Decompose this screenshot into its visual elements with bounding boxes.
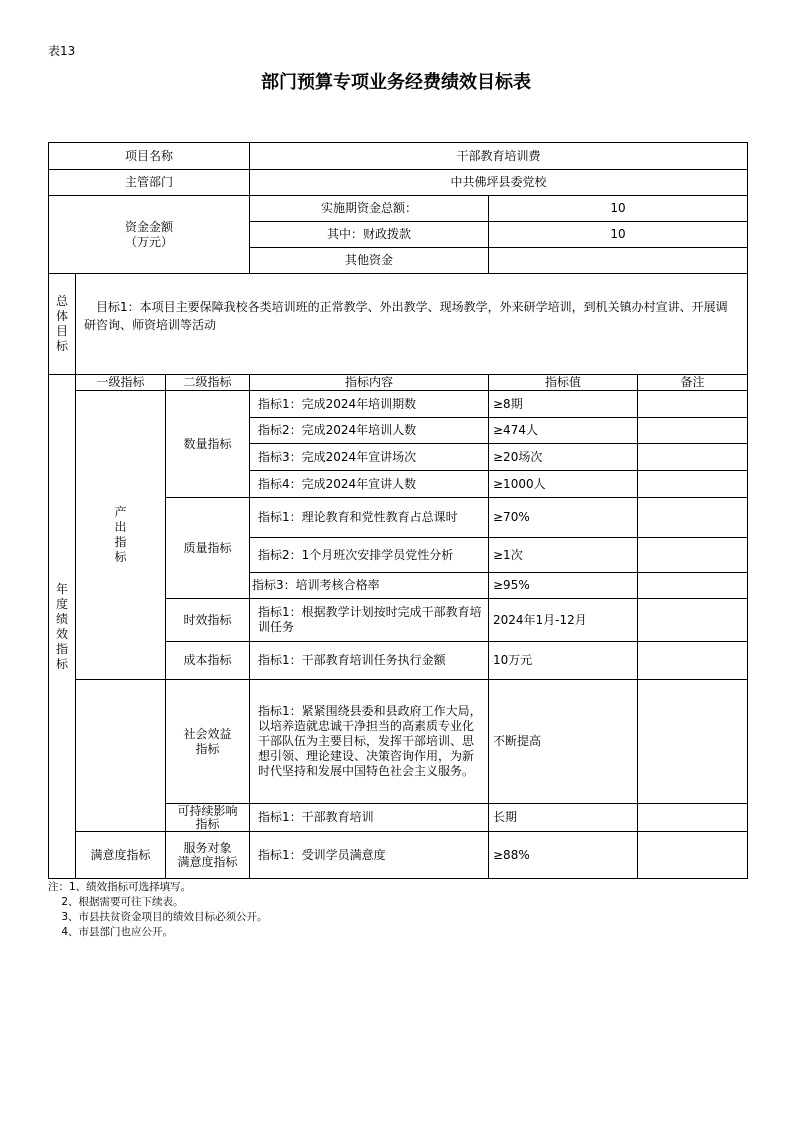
indicator-content: 指标1：干部教育培训任务执行金额: [249, 641, 489, 680]
overall-goal-label: 总 体 目 标: [48, 273, 76, 375]
quality-indicators-label: 质量指标: [165, 497, 250, 599]
indicator-remark: [637, 537, 748, 573]
overall-goal-text: 目标1：本项目主要保障我校各类培训班的正常教学、外出教学、现场教学，外来研学培训，到机关镇办村宣讲、开展调研咨询、师资培训等活动: [75, 273, 748, 375]
header-level2: 二级指标: [165, 374, 250, 391]
effect-indicators-label: [75, 679, 166, 832]
indicator-remark: [637, 641, 748, 680]
indicator-content: 指标2：1个月班次安排学员党性分析: [249, 537, 489, 573]
fiscal-funds-label: 其中：财政拨款: [249, 221, 489, 248]
total-funds-label: 实施期资金总额：: [249, 195, 489, 222]
indicator-remark: [637, 831, 748, 879]
total-funds-value: 10: [488, 195, 748, 222]
service-satisfaction-label: 服务对象 满意度指标: [165, 831, 250, 879]
fiscal-funds-value: 10: [488, 221, 748, 248]
indicator-value: ≥1000人: [488, 470, 638, 498]
project-name-value: 干部教育培训费: [249, 142, 748, 170]
header-level1: 一级指标: [75, 374, 166, 391]
indicator-content: 指标1：紧紧围绕县委和县政府工作大局，以培养造就忠诚干净担当的高素质专业化干部队伍为主要目标，发挥干部培训、思想引领、理论建设、决策咨询作用，为新时代坚持和发展中国特色社会主义服务。: [249, 679, 489, 804]
indicator-value: ≥70%: [488, 497, 638, 538]
dept-value: 中共佛坪县委党校: [249, 169, 748, 196]
indicator-content: 指标2：完成2024年培训人数: [249, 417, 489, 444]
quantity-indicators-label: 数量指标: [165, 390, 250, 498]
indicator-value: 长期: [488, 803, 638, 832]
indicator-content: 指标1：干部教育培训: [249, 803, 489, 832]
indicator-remark: [637, 598, 748, 642]
footnotes: [48, 880, 268, 940]
header-content: 指标内容: [249, 374, 489, 391]
indicator-content: 指标3：培训考核合格率: [249, 572, 489, 599]
footnote-line: 2、根据需要可往下续表。: [48, 896, 184, 908]
dept-label: 主管部门: [48, 169, 250, 196]
annual-indicators-label: 年 度 绩 效 指 标: [48, 374, 76, 879]
indicator-remark: [637, 390, 748, 418]
sustainability-indicators-label: 可持续影响 指标: [165, 803, 250, 832]
social-benefit-indicators-label: 社会效益 指标: [165, 679, 250, 804]
footnote-line: 注：1、绩效指标可选择填写。: [48, 881, 192, 893]
indicator-value: ≥88%: [488, 831, 638, 879]
timeliness-indicators-label: 时效指标: [165, 598, 250, 642]
indicator-remark: [637, 572, 748, 599]
indicator-remark: [637, 417, 748, 444]
satisfaction-indicators-label: 满意度指标: [75, 831, 166, 879]
indicator-value: 2024年1月-12月: [488, 598, 638, 642]
footnote-line: 3、市县扶贫资金项目的绩效目标必须公开。: [48, 911, 268, 923]
indicator-value: ≥20场次: [488, 443, 638, 471]
other-funds-label: 其他资金: [249, 247, 489, 274]
indicator-value: 10万元: [488, 641, 638, 680]
indicator-remark: [637, 497, 748, 538]
indicator-content: 指标1：根据教学计划按时完成干部教育培训任务: [249, 598, 489, 642]
indicator-content: 指标1：理论教育和党性教育占总课时: [249, 497, 489, 538]
indicator-content: 指标1：受训学员满意度: [249, 831, 489, 879]
footnote-line: 4、市县部门也应公开。: [48, 926, 174, 938]
page-title: 部门预算专项业务经费绩效目标表: [261, 72, 531, 93]
fund-amount-label: 资金金额 （万元）: [48, 195, 250, 274]
header-remark: 备注: [637, 374, 748, 391]
indicator-remark: [637, 443, 748, 471]
output-indicators-label: 产 出 指 标: [75, 390, 166, 680]
header-value: 指标值: [488, 374, 638, 391]
indicator-content: 指标1：完成2024年培训期数: [249, 390, 489, 418]
cost-indicators-label: 成本指标: [165, 641, 250, 680]
project-name-label: 项目名称: [48, 142, 250, 170]
indicator-remark: [637, 470, 748, 498]
indicator-remark: [637, 803, 748, 832]
table-number: 表13: [48, 44, 76, 58]
indicator-value: ≥8期: [488, 390, 638, 418]
indicator-content: 指标4：完成2024年宣讲人数: [249, 470, 489, 498]
indicator-value: ≥95%: [488, 572, 638, 599]
indicator-value: ≥1次: [488, 537, 638, 573]
indicator-content: 指标3：完成2024年宣讲场次: [249, 443, 489, 471]
other-funds-value: [488, 247, 748, 274]
indicator-remark: [637, 679, 748, 804]
indicator-value: ≥474人: [488, 417, 638, 444]
indicator-value: 不断提高: [488, 679, 638, 804]
